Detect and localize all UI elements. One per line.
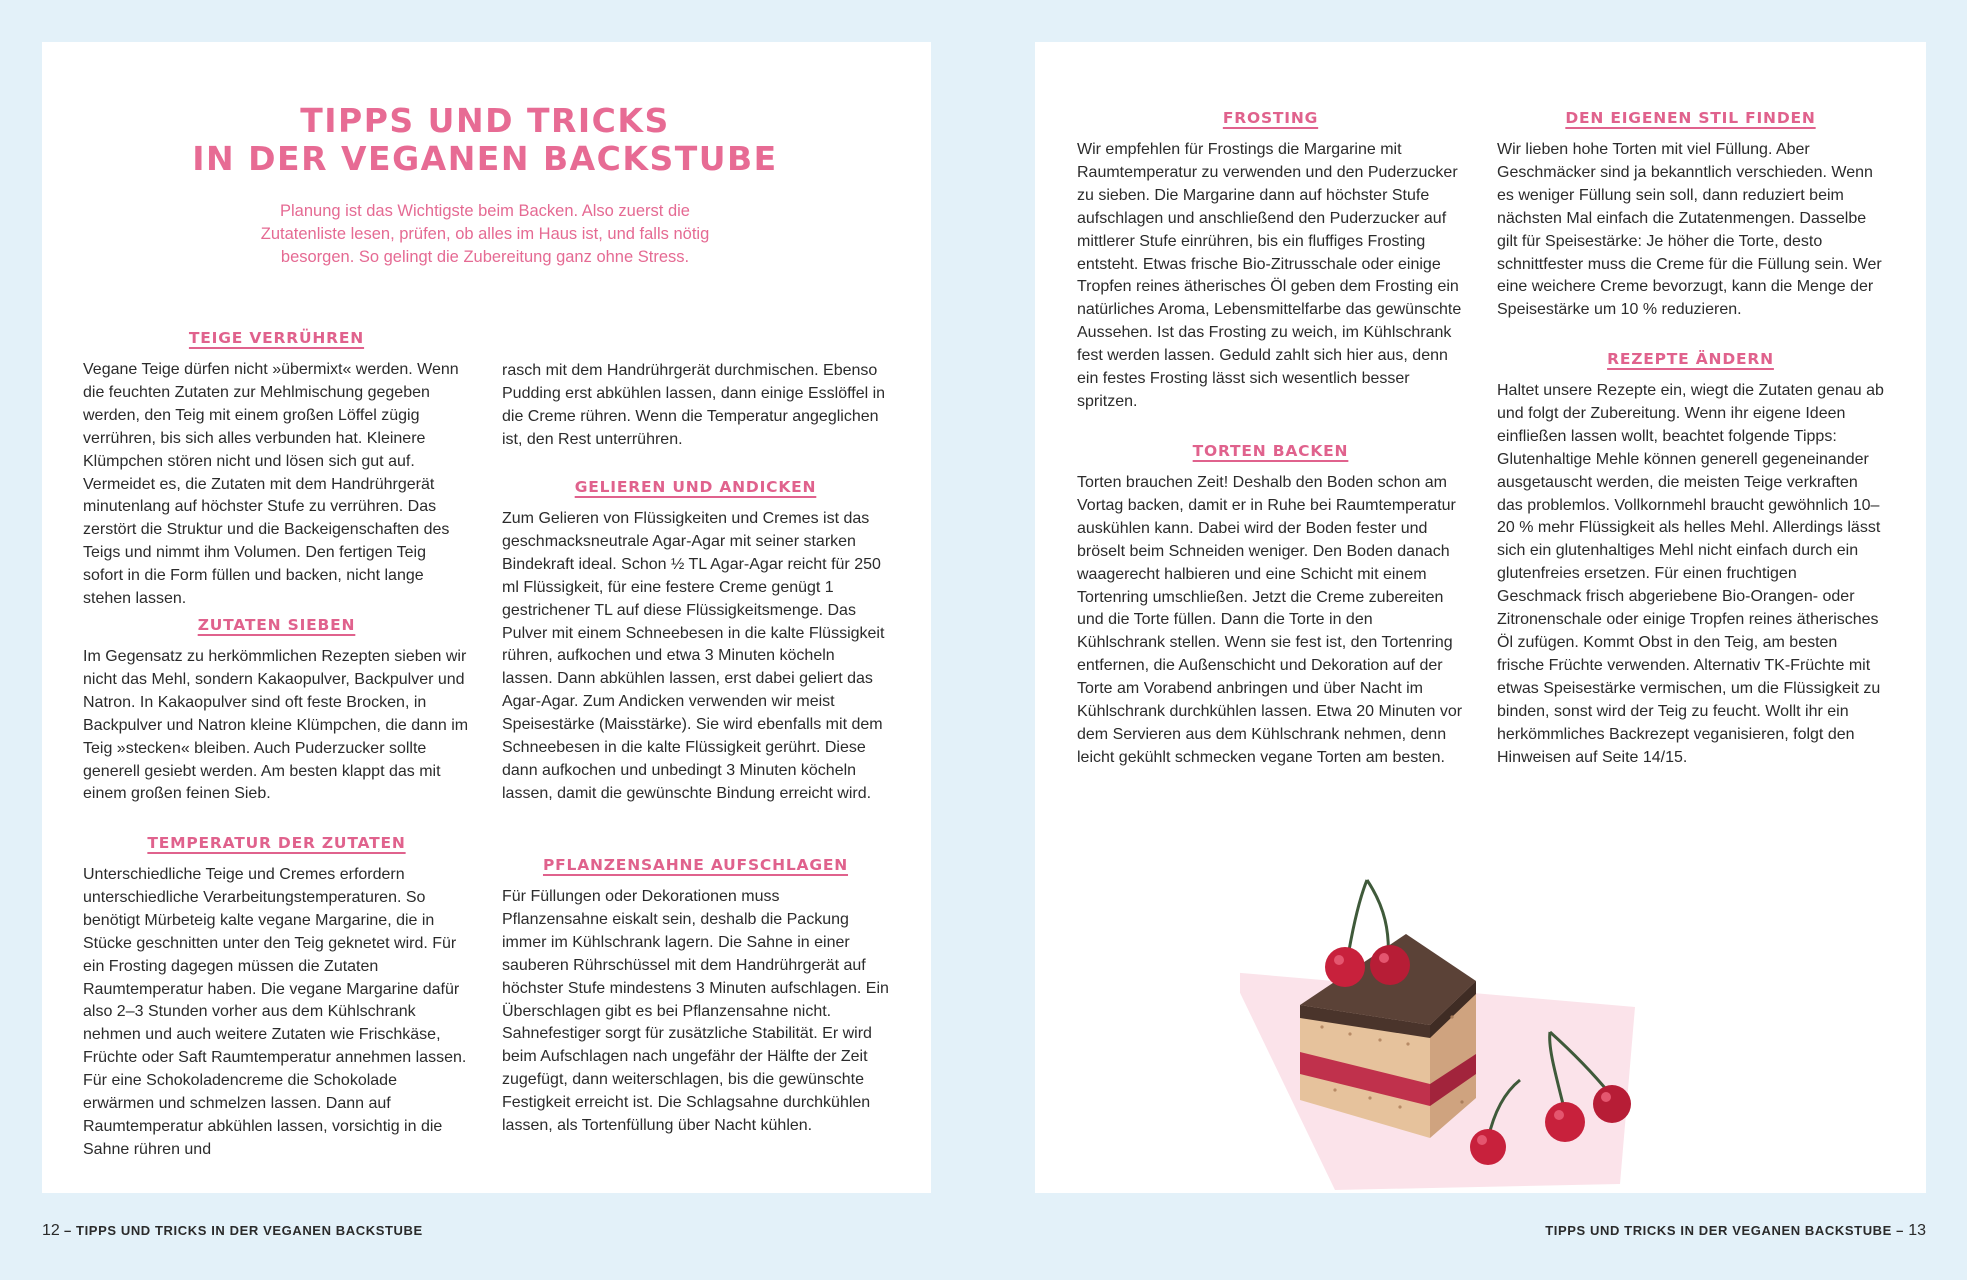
section-frosting <box>1077 107 1464 414</box>
section-zutaten-sieben <box>83 614 470 806</box>
left-page <box>42 42 931 1193</box>
section-den-eigenen-stil-finden <box>1497 107 1884 322</box>
section-text: Torten brauchen Zeit! Deshalb den Boden schon am Vortag backen, damit er in Ruhe bei Raumtemperatur auskühlen kann. Dabei wird der Boden fester und bröselt beim Schneiden weniger. Den Boden danach waagerecht halbieren und eine Schicht mit einem Tortenring umschließen. Jetzt die Creme zubereiten und die Torte füllen. Dann die Torte in den Kühlschrank stellen. Wenn sie fest ist, den Tortenring entfernen, die Außenschicht und Dekoration auf der Torte am Vorabend anbringen und über Nacht im Kühlschrank durchkühlen lassen. Etwa 20 Minuten vor dem Servieren aus dem Kühlschrank nehmen, denn leicht gekühlt schmecken vegane Torten am besten. <box>1077 474 1463 766</box>
page-title <box>42 102 928 178</box>
section-text: Vegane Teige dürfen nicht »übermixt« werden. Wenn die feuchten Zutaten zur Mehlmischung gegeben werden, den Teig mit einem großen Löffel zügig verrühren, bis sich alles verbunden hat. Kleinere Klümpchen stören nicht und lösen sich gut auf. Vermeidet es, die Zutaten mit dem Handrührgerät minutenlang auf höchster Stufe zu verrühren. Das zerstört die Struktur und die Backeigenschaften des Teigs und nimmt ihm Volumen. Den fertigen Teig sofort in die Form füllen und backen, nicht lange stehen lassen. <box>83 361 459 608</box>
section-text: Zum Gelieren von Flüssigkeiten und Cremes ist das geschmacksneutrale Agar-Agar mit seiner starken Bindekraft ideal. Schon ½ TL Agar-Agar reicht für 250 ml Flüssigkeit, für eine festere Creme genügt 1 gestrichener TL auf diese Flüssigkeitsmenge. Das Pulver mit einem Schneebesen in die kalte Flüssigkeit rühren, aufkochen und etwa 3 Minuten köcheln lassen. Dann abkühlen lassen, erst dabei geliert das Agar-Agar. Zum Andicken verwenden wir meist Speisestärke (Maisstärke). Sie wird ebenfalls mit dem Schneebesen in die kalte Flüssigkeit gerührt. Diese dann aufkochen und unbedingt 3 Minuten köcheln lassen, damit die gewünschte Bindung erreicht wird. <box>502 510 885 802</box>
section-text: Haltet unsere Rezepte ein, wiegt die Zutaten genau ab und folgt der Zubereitung. Wenn ihr eigene Ideen einfließen lassen wollt, beachtet folgende Tipps: Glutenhaltige Mehle können generell gegeneinander ausgetauscht werden, die meisten Teige verkraften das problemlos. Vollkornmehl braucht gewöhnlich 10–20 % mehr Flüssigkeit als helles Mehl. Allerdings lässt sich ein glutenhaltiges Mehl nicht einfach durch ein glutenfreies ersetzen. Für einen fruchtigen Geschmack frisch abgeriebene Bio-Orangen- oder Zitronenschale oder einige Tropfen reines ätherisches Öl zufügen. Kommt Obst in den Teig, am besten frische Früchte verwenden. Alternativ TK-Früchte mit etwas Speisestärke vermischen, um die Flüssigkeit zu binden, sonst wird der Teig zu feucht. Wollt ihr ein herkömmliches Backrezept veganisieren, folgt den Hinweisen auf Seite 14/15. <box>1497 382 1884 766</box>
section-temperatur-continued <box>502 360 889 452</box>
title-line-2: IN DER VEGANEN BACKSTUBE <box>192 139 778 178</box>
right-page <box>1035 42 1926 1193</box>
section-teige-verruehren <box>83 327 470 611</box>
page-number-left: 12 <box>42 1222 60 1239</box>
section-text: Für Füllungen oder Dekorationen muss Pflanzensahne eiskalt sein, deshalb die Packung immer im Kühlschrank lagern. Die Sahne in einer sauberen Rührschüssel mit dem Handrührgerät auf höchster Stufe mindestens 3 Minuten aufschlagen. Ein Überschlagen gibt es bei Pflanzensahne nicht. Sahnefestiger sorgt für zusätzliche Stabilität. Er wird beim Aufschlagen nach ungefähr der Hälfte der Zeit zugefügt, dann weiterschlagen, bis die gewünschte Festigkeit erreicht ist. Die Schlagsahne durchkühlen lassen, als Tortenfüllung über Nacht kühlen. <box>502 888 889 1135</box>
section-heading: DEN EIGENEN STIL FINDEN <box>1565 109 1816 127</box>
section-heading: PFLANZENSAHNE AUFSCHLAGEN <box>542 856 849 874</box>
section-heading: TORTEN BACKEN <box>1192 442 1349 460</box>
section-temperatur-der-zutaten <box>83 832 470 1162</box>
section-heading: REZEPTE ÄNDERN <box>1607 350 1774 368</box>
section-heading: FROSTING <box>1222 109 1319 127</box>
section-heading: GELIEREN UND ANDICKEN <box>574 478 817 496</box>
footer-right-title: TIPPS UND TRICKS IN DER VEGANEN BACKSTUBE – <box>1545 1223 1904 1238</box>
section-torten-backen <box>1077 440 1464 770</box>
section-gelieren-und-andicken <box>502 476 889 806</box>
section-text: Wir empfehlen für Frostings die Margarine mit Raumtemperatur zu verwenden und den Puderzucker zu sieben. Die Margarine dann auf höchster Stufe aufschlagen und anschließend den Puderzucker auf mittlerer Stufe einrühren, bis ein fluffiges Frosting entsteht. Etwas frische Bio-Zitrusschale oder einige Tropfen reines ätherisches Öl geben dem Frosting ein natürliches Aroma, Lebensmittelfarbe das gewünschte Aussehen. Ist das Frosting zu weich, im Kühlschrank fest werden lassen. Geduld zahlt sich hier aus, denn ein festes Frosting lässt sich wesentlich besser spritzen. <box>1077 141 1462 410</box>
section-text: rasch mit dem Handrührgerät durchmischen. Ebenso Pudding erst abkühlen lassen, dann einige Esslöffel in die Creme rühren. Wenn die Temperatur angeglichen ist, den Rest unterrühren. <box>502 362 886 448</box>
footer-left-title: – TIPPS UND TRICKS IN DER VEGANEN BACKSTUBE <box>64 1223 423 1238</box>
title-line-1: TIPPS UND TRICKS <box>300 101 670 140</box>
section-heading: ZUTATEN SIEBEN <box>197 616 356 634</box>
section-rezepte-aendern <box>1497 348 1884 769</box>
footer-left <box>42 1222 423 1240</box>
section-pflanzensahne-aufschlagen <box>502 854 889 1138</box>
section-heading: TEMPERATUR DER ZUTATEN <box>147 834 406 852</box>
cake-slice-illustration <box>1240 822 1760 1202</box>
intro-paragraph: Planung ist das Wichtigste beim Backen. Also zuerst die Zutatenliste lesen, prüfen, ob alles im Haus ist, und falls nötig besorgen. So gelingt die Zubereitung ganz ohne Stress. <box>260 202 710 266</box>
section-heading: TEIGE VERRÜHREN <box>188 329 365 347</box>
footer-right <box>1545 1222 1926 1240</box>
section-text: Im Gegensatz zu herkömmlichen Rezepten sieben wir nicht das Mehl, sondern Kakaopulver, Backpulver und Natron. In Kakaopulver sind oft feste Brocken, in Backpulver und Natron kleine Klümpchen, die dann im Teig »stecken« bleiben. Auch Puderzucker sollte generell gesiebt werden. Am besten klappt das mit einem großen feinen Sieb. <box>83 648 469 803</box>
page-number-right: 13 <box>1908 1222 1926 1239</box>
section-text: Wir lieben hohe Torten mit viel Füllung. Aber Geschmäcker sind ja bekanntlich verschieden. Wenn es weniger Füllung sein soll, dann reduziert beim nächsten Mal einfach die Zutatenmengen. Dasselbe gilt für Speisestärke: Je höher die Torte, desto schnittfester muss die Creme für die Füllung sein. Wer eine weichere Creme bevorzugt, kann die Menge der Speisestärke um 10 % reduzieren. <box>1497 141 1882 319</box>
section-text: Unterschiedliche Teige und Cremes erfordern unterschiedliche Verarbeitungstemperaturen. So benötigt Mürbeteig kalte vegane Margarine, die in Stücke geschnitten unter den Teig geknetet wird. Für ein Frosting dagegen müssen die Zutaten Raumtemperatur haben. Die vegane Margarine dafür also 2–3 Stunden vorher aus dem Kühlschrank nehmen und auch weitere Zutaten wie Frischkäse, Früchte oder Saft Raumtemperatur annehmen lassen. Für eine Schokoladencreme die Schokolade erwärmen und schmelzen lassen. Dann auf Raumtemperatur abkühlen lassen, vorsichtig in die Sahne rühren und <box>83 866 467 1158</box>
